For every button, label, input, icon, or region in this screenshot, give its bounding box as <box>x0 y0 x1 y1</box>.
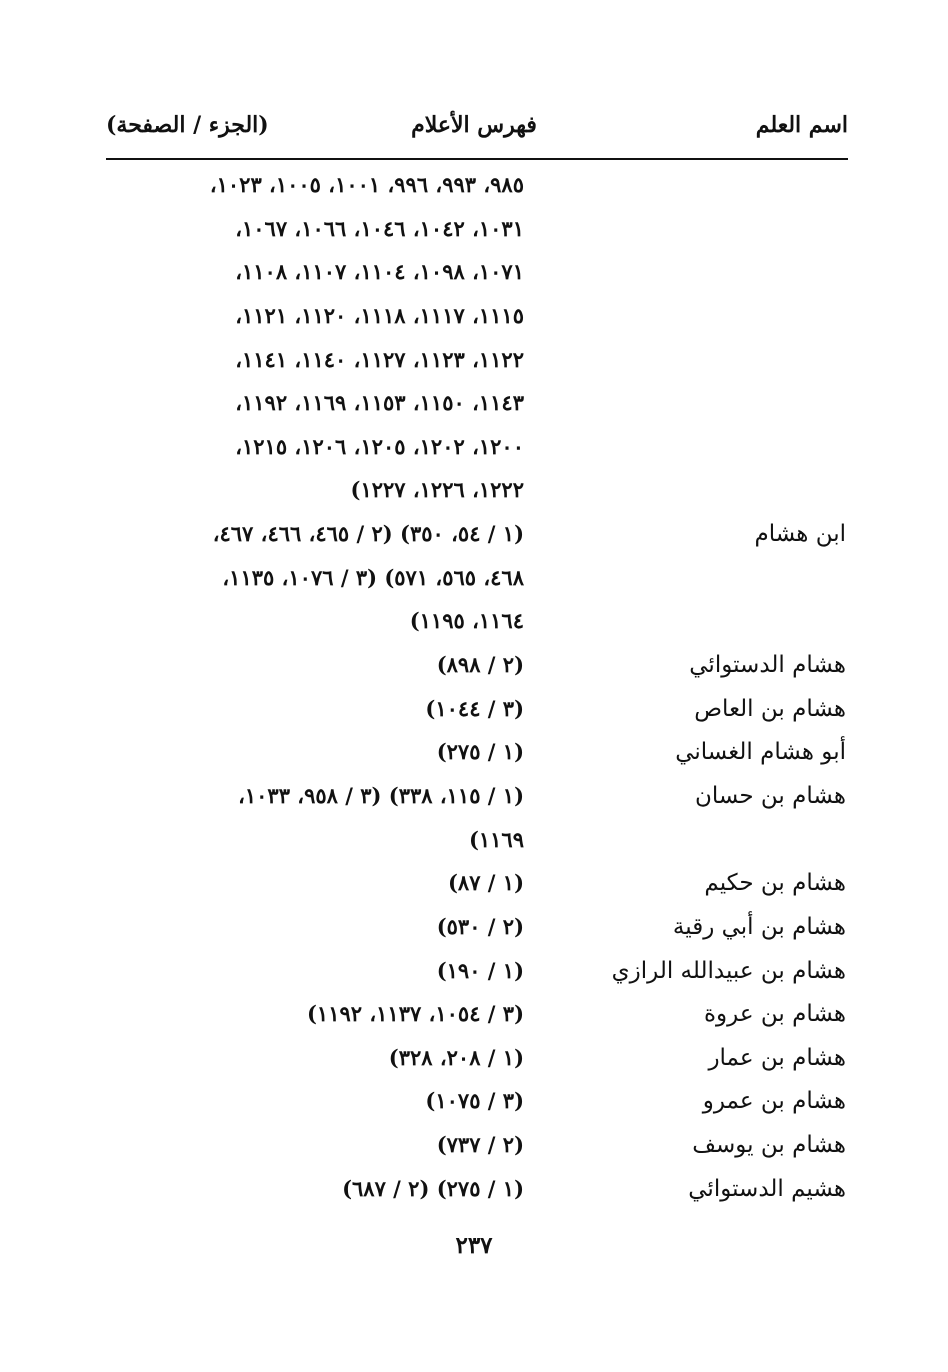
entry-references: (٣ / ١٠٥٤، ١١٣٧، ١١٩٢) <box>306 1001 524 1027</box>
entry-references: (١ / ١٩٠) <box>436 957 524 983</box>
index-row <box>0 1039 948 1083</box>
entry-name: هشام بن حكيم <box>704 870 846 897</box>
index-row <box>0 471 948 515</box>
entry-references: (١ / ٨٧) <box>447 870 524 896</box>
index-row <box>0 864 948 908</box>
index-row <box>0 515 948 559</box>
index-row <box>0 908 948 952</box>
index-row <box>0 1126 948 1170</box>
entry-name: أبو هشام الغساني <box>675 739 846 766</box>
entry-references: (٢ / ٨٩٨) <box>436 652 524 678</box>
index-row <box>0 253 948 297</box>
entry-references: (١ / ٢٧٥) <box>436 739 524 765</box>
page-header <box>0 112 948 152</box>
entry-references: ١١٢٢، ١١٢٣، ١١٢٧، ١١٤٠، ١١٤١، <box>235 346 524 372</box>
entry-name: هشام بن يوسف <box>692 1132 846 1159</box>
index-row <box>0 821 948 865</box>
entry-references: (٢ / ٧٣٧) <box>436 1132 524 1158</box>
index-row <box>0 1170 948 1214</box>
page-number: ٢٣٧ <box>455 1232 493 1259</box>
entry-references: (١ / ٢٠٨، ٣٢٨) <box>388 1044 524 1070</box>
entry-name: هشام بن حسان <box>694 782 846 809</box>
entry-references: (٣ / ١٠٤٤) <box>425 695 524 721</box>
index-row <box>0 602 948 646</box>
entry-references: (٣ / ١٠٧٥) <box>425 1088 524 1114</box>
header-divider <box>106 158 848 160</box>
index-row <box>0 341 948 385</box>
entry-name: هشام بن عمرو <box>702 1088 846 1115</box>
entry-references: ١١٦٤، ١١٩٥) <box>409 608 524 634</box>
index-row <box>0 559 948 603</box>
entry-name: هشام بن أبي رقية <box>672 913 846 940</box>
column-header-refs: (الجزء / الصفحة) <box>106 112 269 138</box>
entry-name: هشام بن عروة <box>704 1001 846 1028</box>
entry-references: (١ / ٢٧٥) (٢ / ٦٨٧) <box>342 1175 524 1201</box>
entry-name: ابن هشام <box>754 521 846 548</box>
index-row <box>0 428 948 472</box>
index-row <box>0 384 948 428</box>
page-title: فهرس الأعلام <box>411 112 537 138</box>
index-row <box>0 297 948 341</box>
index-row <box>0 952 948 996</box>
index-row <box>0 1082 948 1126</box>
entry-name: هشيم الدستوائي <box>688 1175 846 1202</box>
entry-references: ١١٦٩) <box>468 826 524 852</box>
entry-name: هشام الدستوائي <box>689 652 846 679</box>
entry-name: هشام بن عمار <box>708 1044 846 1071</box>
column-header-name: اسم العلم <box>755 112 848 138</box>
index-row <box>0 733 948 777</box>
index-row <box>0 690 948 734</box>
entry-references: ١١١٥، ١١١٧، ١١١٨، ١١٢٠، ١١٢١، <box>235 302 524 328</box>
index-row <box>0 210 948 254</box>
entry-references: ١١٤٣، ١١٥٠، ١١٥٣، ١١٦٩، ١١٩٢، <box>235 390 524 416</box>
entry-references: ١٠٧١، ١٠٩٨، ١١٠٤، ١١٠٧، ١١٠٨، <box>235 259 524 285</box>
entry-references: ٩٨٥، ٩٩٣، ٩٩٦، ١٠٠١، ١٠٠٥، ١٠٢٣، <box>209 172 524 197</box>
index-row <box>0 166 948 210</box>
entry-name: هشام بن العاص <box>694 695 846 722</box>
entry-references: (٢ / ٥٣٠) <box>436 913 524 939</box>
index-row <box>0 646 948 690</box>
index-list <box>0 166 948 1213</box>
entry-references: ١٢٠٠، ١٢٠٢، ١٢٠٥، ١٢٠٦، ١٢١٥، <box>235 433 524 459</box>
index-row <box>0 777 948 821</box>
index-row <box>0 995 948 1039</box>
entry-references: ٤٦٨، ٥٦٥، ٥٧١) (٣ / ١٠٧٦، ١١٣٥، <box>222 564 524 590</box>
entry-references: (١ / ٥٤، ٣٥٠) (٢ / ٤٦٥، ٤٦٦، ٤٦٧، <box>212 521 524 547</box>
entry-references: (١ / ١١٥، ٣٣٨) (٣ / ٩٥٨، ١٠٣٣، <box>238 782 524 808</box>
entry-references: ١٢٢٢، ١٢٢٦، ١٢٢٧) <box>350 477 524 503</box>
entry-name: هشام بن عبيدالله الرازي <box>611 957 846 984</box>
entry-references: ١٠٣١، ١٠٤٢، ١٠٤٦، ١٠٦٦، ١٠٦٧، <box>235 215 524 241</box>
